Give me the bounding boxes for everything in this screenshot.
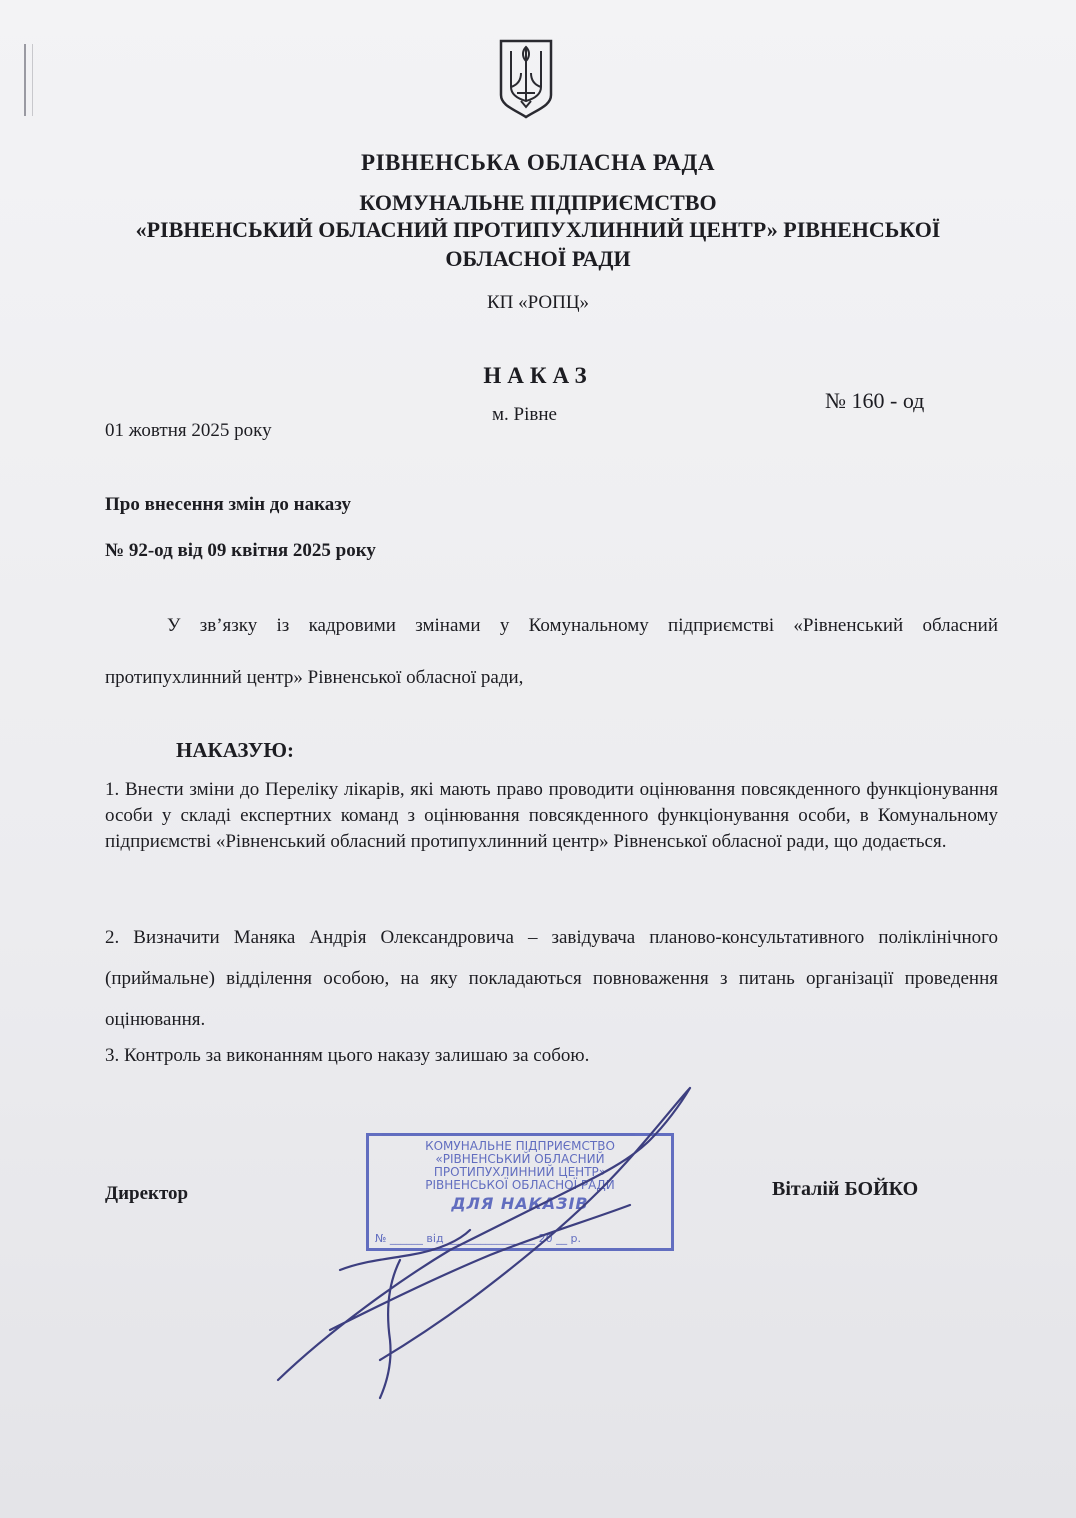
order-item-2: 2. Визначити Маняка Андрія Олександровича – завідувача планово-консультативного поліклінічного (приймальне) відділення особою, на яку покладаються повноваження з питань організації проведення оцінювання. [105, 927, 998, 1030]
subject-line-1: Про внесення змін до наказу [105, 494, 351, 515]
stamp-footer: № ______ від ________________ 20 __ р. [375, 1232, 582, 1245]
order-item-3: 3. Контроль за виконанням цього наказу залишаю за собою. [105, 1045, 590, 1066]
stamp-line-1: КОМУНАЛЬНЕ ПІДПРИЄМСТВО [425, 1139, 615, 1153]
signature-position: Директор [105, 1183, 189, 1204]
subject-line-2: № 92-од від 09 квітня 2025 року [105, 540, 376, 561]
binder-clip [24, 44, 33, 116]
order-keyword: НАКАЗУЮ: [176, 738, 294, 762]
org-name-heading: «РІВНЕНСЬКИЙ ОБЛАСНИЙ ПРОТИПУХЛИННИЙ ЦЕНТР» РІВНЕНСЬКОЇ [135, 217, 941, 242]
org-name-heading-cont: ОБЛАСНОЇ РАДИ [445, 246, 631, 271]
org-type-heading: КОМУНАЛЬНЕ ПІДПРИЄМСТВО [359, 190, 717, 215]
trident-emblem-icon [497, 37, 555, 119]
org-abbreviation: КП «РОПЦ» [486, 292, 590, 313]
handwritten-signature [270, 1080, 720, 1410]
intro-paragraph: У зв’язку із кадровими змінами у Комунальному підприємстві «Рівненський обласний протипухлинний центр» Рівненської обласної ради, [105, 615, 998, 688]
stamp-line-4: РІВНЕНСЬКОЇ ОБЛАСНОЇ РАДИ [425, 1178, 615, 1192]
document-title: НАКАЗ [483, 363, 593, 388]
stamp-purpose: ДЛЯ НАКАЗІВ [451, 1194, 589, 1213]
order-number: № 160 - од [825, 388, 925, 413]
org-council-heading: РІВНЕНСЬКА ОБЛАСНА РАДА [361, 150, 715, 175]
signer-name: Віталій БОЙКО [772, 1178, 919, 1200]
stamp-line-3: ПРОТИПУХЛИННИЙ ЦЕНТР» [433, 1165, 607, 1179]
stamp-line-2: «РІВНЕНСЬКИЙ ОБЛАСНИЙ [435, 1152, 605, 1166]
order-city: м. Рівне [492, 404, 557, 425]
order-item-1: 1. Внести зміни до Переліку лікарів, які мають право проводити оцінювання повсякденного функціонування особи у складі експертних команд з оцінювання повсякденного функціонування особи, в Комунальному підприємстві «Рівненський обласний протипухлинний центр» Рівненської обласної ради, що додається. [105, 779, 998, 852]
order-date: 01 жовтня 2025 року [105, 420, 272, 441]
